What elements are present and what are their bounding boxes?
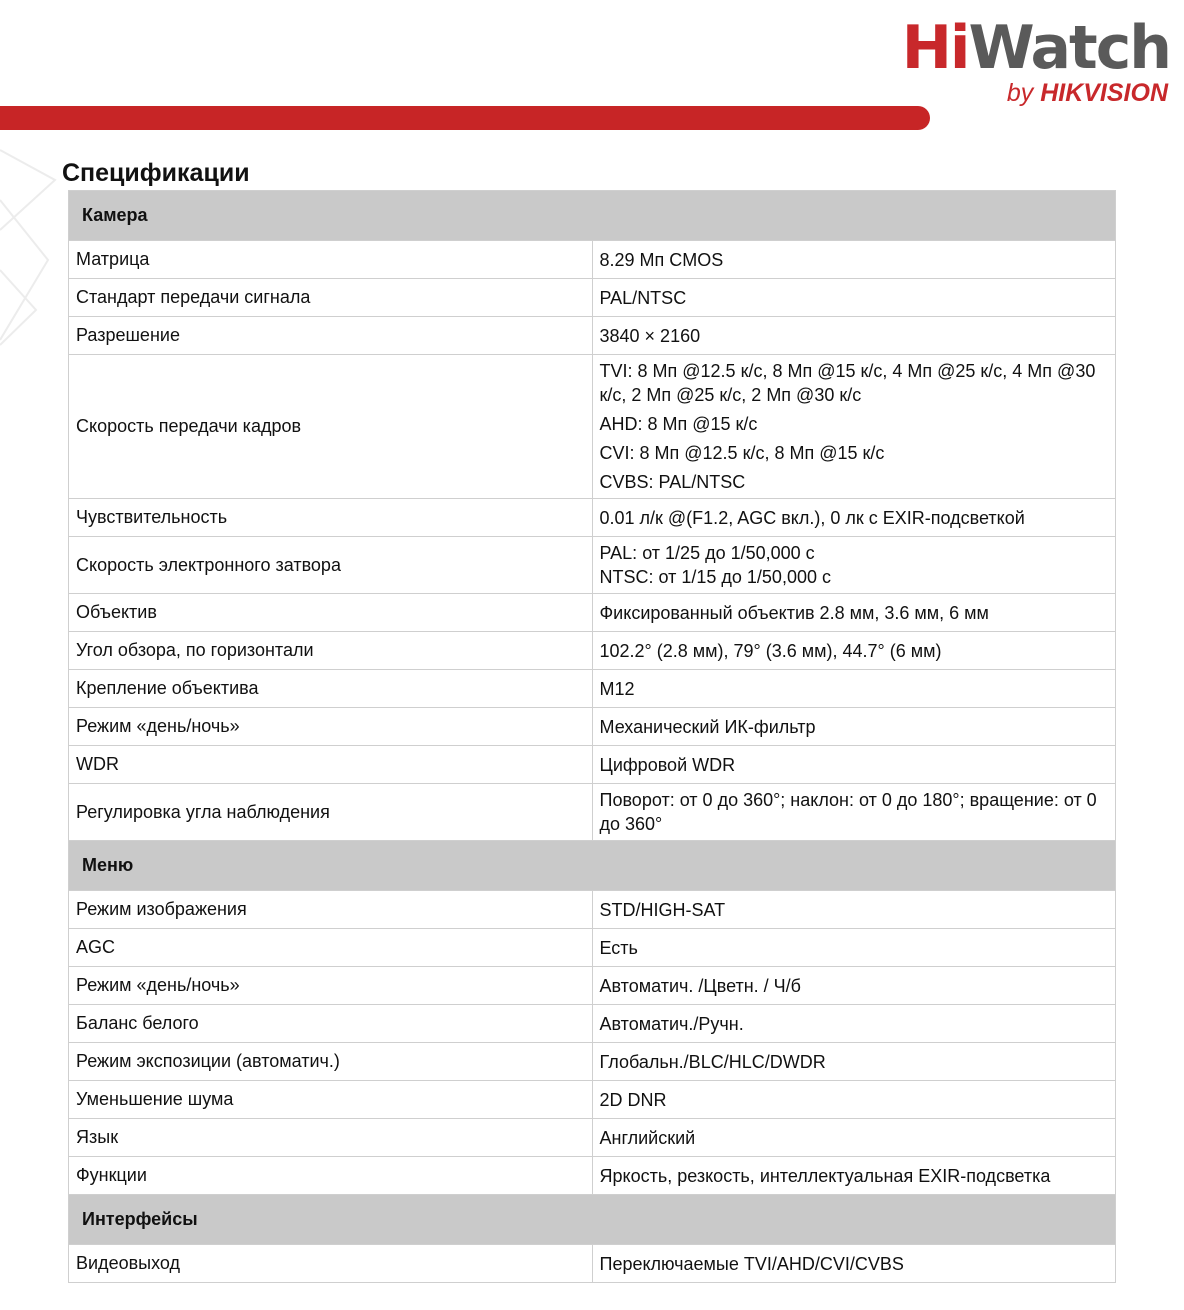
spec-name: Регулировка угла наблюдения bbox=[69, 784, 593, 841]
spec-value bbox=[592, 594, 1116, 632]
spec-value bbox=[592, 1043, 1116, 1081]
spec-value bbox=[592, 279, 1116, 317]
spec-row bbox=[69, 1005, 1116, 1043]
spec-row bbox=[69, 594, 1116, 632]
section-header-row bbox=[69, 1195, 1116, 1245]
spec-row bbox=[69, 708, 1116, 746]
spec-name: Угол обзора, по горизонтали bbox=[69, 632, 593, 670]
spec-value-line: Переключаемые TVI/AHD/CVI/CVBS bbox=[599, 1253, 904, 1274]
spec-value-line: Английский bbox=[599, 1127, 696, 1148]
spec-row bbox=[69, 1043, 1116, 1081]
spec-name: Матрица bbox=[69, 241, 593, 279]
brand-subtitle: by HIKVISION bbox=[1006, 79, 1168, 107]
spec-value-line: Фиксированный объектив 2.8 мм, 3.6 мм, 6 мм bbox=[599, 602, 989, 623]
spec-value bbox=[592, 929, 1116, 967]
spec-value bbox=[592, 1157, 1116, 1195]
spec-name: Скорость электронного затвора bbox=[69, 537, 593, 594]
spec-name: Объектив bbox=[69, 594, 593, 632]
spec-value-line: PAL: от 1/25 до 1/50,000 с bbox=[599, 543, 815, 563]
spec-value-line: Яркость, резкость, интеллектуальная EXIR-подсветка bbox=[599, 1165, 1051, 1186]
spec-value bbox=[592, 967, 1116, 1005]
spec-row bbox=[69, 355, 1116, 499]
spec-value-line: 8.29 Мп CMOS bbox=[599, 249, 724, 270]
section-header-row bbox=[69, 841, 1116, 891]
spec-value-line: Автоматич. /Цветн. / Ч/б bbox=[599, 975, 801, 996]
spec-row bbox=[69, 891, 1116, 929]
spec-value bbox=[592, 632, 1116, 670]
spec-value bbox=[592, 1119, 1116, 1157]
spec-row bbox=[69, 537, 1116, 594]
brand-logo bbox=[901, 13, 1170, 108]
spec-value-line: CVBS: PAL/NTSC bbox=[599, 472, 746, 492]
spec-row bbox=[69, 784, 1116, 841]
spec-row bbox=[69, 499, 1116, 537]
section-header-row bbox=[69, 191, 1116, 241]
spec-value-line: Поворот: от 0 до 360°; наклон: от 0 до 180°; вращение: от 0 до 360° bbox=[599, 790, 1097, 834]
spec-value bbox=[592, 746, 1116, 784]
spec-value bbox=[592, 537, 1116, 594]
header-accent-bar bbox=[0, 106, 930, 130]
spec-name: AGC bbox=[69, 929, 593, 967]
spec-value-line: TVI: 8 Мп @12.5 к/с, 8 Мп @15 к/с, 4 Мп @25 к/с, 4 Мп @30 к/с, 2 Мп @25 к/с, 2 Мп @30 к/с bbox=[599, 361, 1096, 405]
spec-name: Крепление объектива bbox=[69, 670, 593, 708]
spec-row bbox=[69, 967, 1116, 1005]
spec-row bbox=[69, 1157, 1116, 1195]
spec-name: Функции bbox=[69, 1157, 593, 1195]
spec-name: Баланс белого bbox=[69, 1005, 593, 1043]
spec-row bbox=[69, 1081, 1116, 1119]
spec-value bbox=[592, 241, 1116, 279]
spec-row bbox=[69, 929, 1116, 967]
spec-name: Режим «день/ночь» bbox=[69, 708, 593, 746]
spec-name: Режим экспозиции (автоматич.) bbox=[69, 1043, 593, 1081]
spec-row bbox=[69, 1245, 1116, 1283]
spec-value-line: Цифровой WDR bbox=[599, 754, 736, 775]
spec-table bbox=[68, 190, 1116, 1283]
spec-row bbox=[69, 1119, 1116, 1157]
spec-value-line: M12 bbox=[599, 678, 635, 699]
spec-value-line: CVI: 8 Мп @12.5 к/с, 8 Мп @15 к/с bbox=[599, 443, 885, 463]
spec-row bbox=[69, 317, 1116, 355]
spec-value-line: Есть bbox=[599, 937, 638, 958]
spec-row bbox=[69, 746, 1116, 784]
spec-name: Скорость передачи кадров bbox=[69, 355, 593, 499]
spec-value bbox=[592, 355, 1116, 499]
spec-value bbox=[592, 317, 1116, 355]
section-title: Меню bbox=[69, 841, 1116, 891]
spec-name: WDR bbox=[69, 746, 593, 784]
section-title: Камера bbox=[69, 191, 1116, 241]
spec-name: Режим изображения bbox=[69, 891, 593, 929]
spec-row bbox=[69, 670, 1116, 708]
spec-name: Чувствительность bbox=[69, 499, 593, 537]
spec-name: Язык bbox=[69, 1119, 593, 1157]
spec-name: Уменьшение шума bbox=[69, 1081, 593, 1119]
spec-name: Стандарт передачи сигнала bbox=[69, 279, 593, 317]
spec-value-line: Механический ИК-фильтр bbox=[599, 716, 816, 737]
spec-value bbox=[592, 1005, 1116, 1043]
spec-value bbox=[592, 499, 1116, 537]
spec-name: Режим «день/ночь» bbox=[69, 967, 593, 1005]
spec-row bbox=[69, 241, 1116, 279]
spec-value-line: 3840 × 2160 bbox=[599, 325, 701, 346]
spec-value bbox=[592, 891, 1116, 929]
spec-value-line: 102.2° (2.8 мм), 79° (3.6 мм), 44.7° (6 мм) bbox=[599, 640, 942, 661]
section-title: Интерфейсы bbox=[69, 1195, 1116, 1245]
spec-value-line: AHD: 8 Мп @15 к/с bbox=[599, 414, 758, 434]
background-watermark bbox=[0, 140, 60, 350]
spec-value-line: 2D DNR bbox=[599, 1089, 667, 1110]
spec-value bbox=[592, 1245, 1116, 1283]
spec-row bbox=[69, 279, 1116, 317]
spec-value bbox=[592, 1081, 1116, 1119]
spec-value-line: NTSC: от 1/15 до 1/50,000 с bbox=[599, 567, 831, 587]
spec-row bbox=[69, 632, 1116, 670]
spec-value bbox=[592, 670, 1116, 708]
spec-value-line: Глобальн./BLC/HLC/DWDR bbox=[599, 1051, 826, 1072]
brand-name: HiWatch bbox=[901, 13, 1170, 83]
spec-value-line: 0.01 л/к @(F1.2, AGC вкл.), 0 лк с EXIR-подсветкой bbox=[599, 507, 1025, 528]
spec-value-line: Автоматич./Ручн. bbox=[599, 1013, 744, 1034]
spec-value bbox=[592, 784, 1116, 841]
spec-name: Видеовыход bbox=[69, 1245, 593, 1283]
spec-value bbox=[592, 708, 1116, 746]
page-title: Спецификации bbox=[62, 159, 250, 187]
spec-value-line: STD/HIGH-SAT bbox=[599, 899, 726, 920]
spec-name: Разрешение bbox=[69, 317, 593, 355]
spec-value-line: PAL/NTSC bbox=[599, 287, 687, 308]
